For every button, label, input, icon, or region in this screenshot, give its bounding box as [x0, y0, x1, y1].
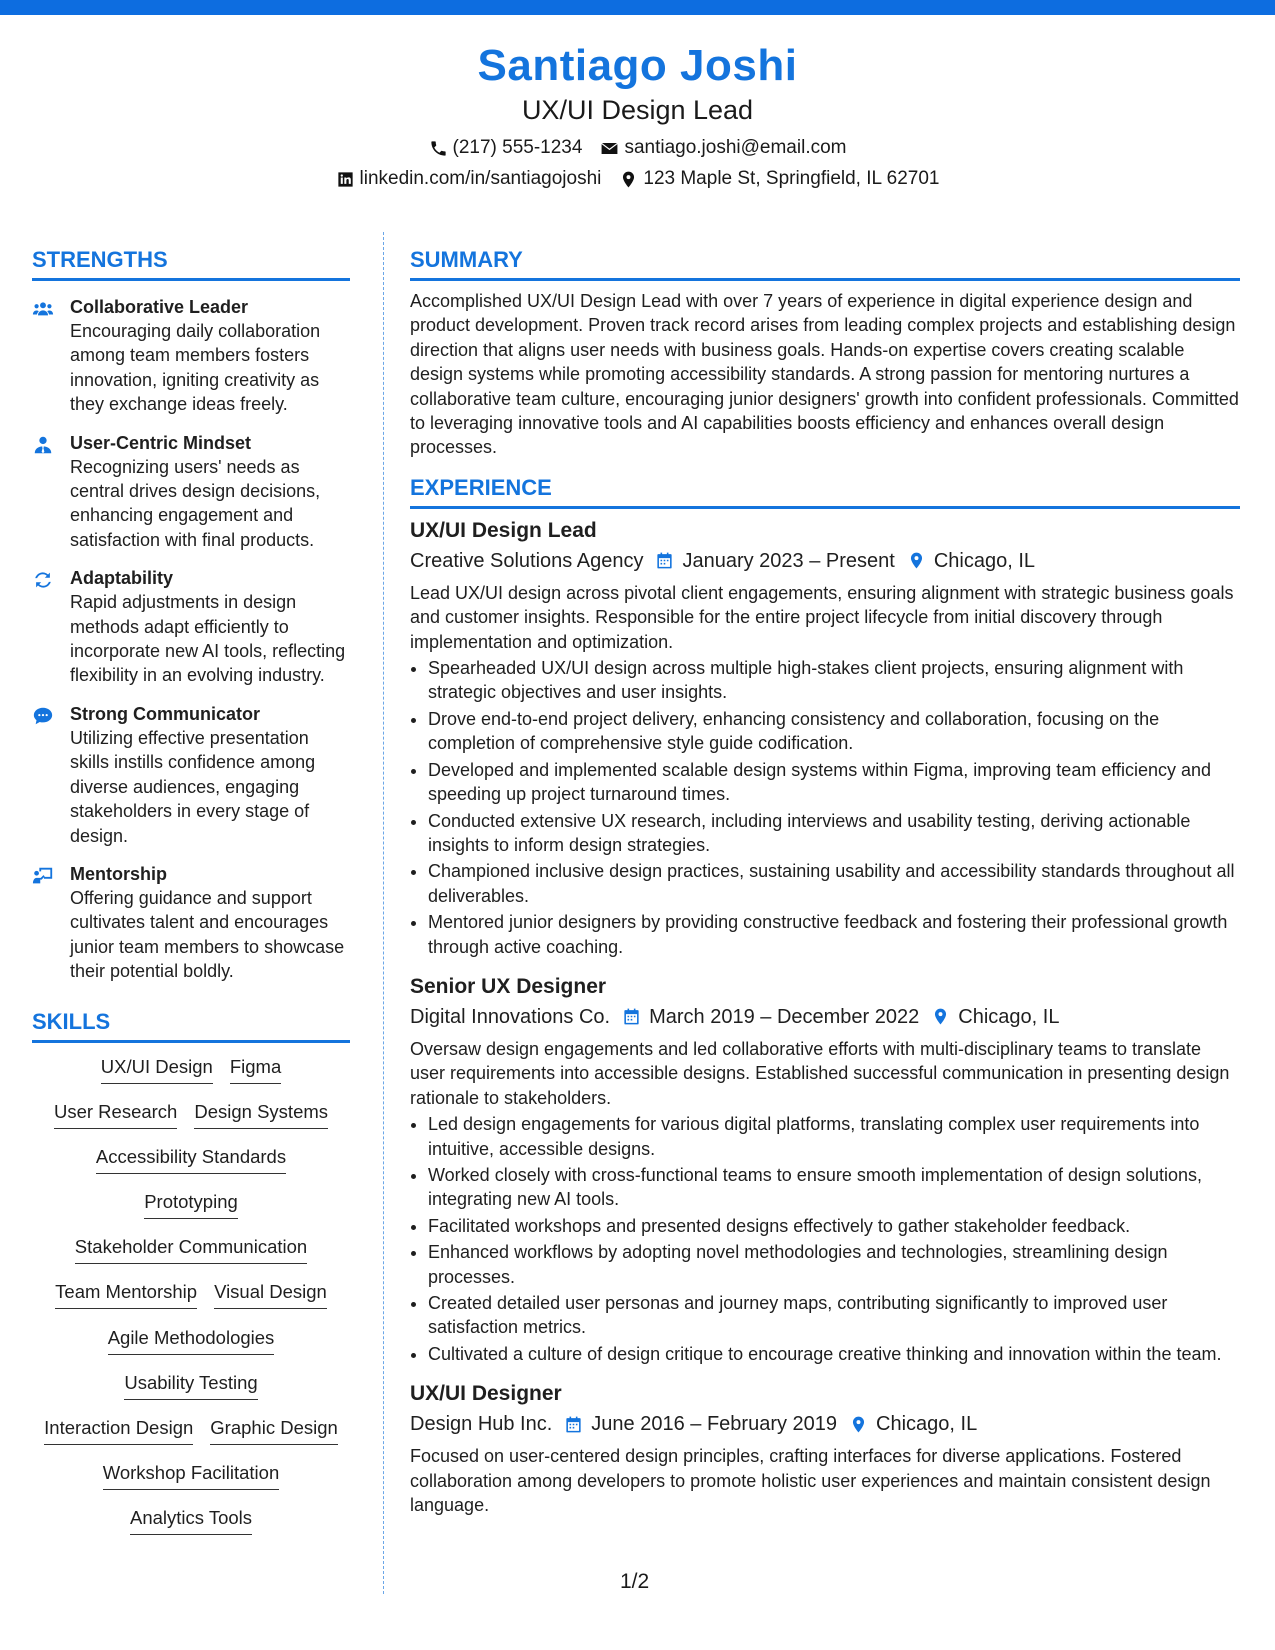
- strength-item: [32, 702, 350, 848]
- calendar-icon: [564, 1415, 583, 1434]
- job-entry: [410, 517, 1240, 959]
- job-bullets: [410, 656, 1240, 959]
- job-location: Chicago, IL: [958, 1005, 1060, 1028]
- right-column: [410, 246, 1240, 1517]
- strength-desc: Rapid adjustments in design methods adapt efficiently to incorporate new AI tools, reflecting flexibility in an evolving industry.: [70, 592, 346, 686]
- skill-tag: Analytics Tools: [130, 1506, 252, 1535]
- job-location: Chicago, IL: [933, 549, 1036, 572]
- envelope-icon: [600, 139, 619, 158]
- skill-tag: Stakeholder Communication: [75, 1235, 307, 1264]
- skills-heading: SKILLS: [32, 1008, 350, 1043]
- strength-desc: Utilizing effective presentation skills instills confidence among diverse audiences, engaging stakeholders in every stage of design.: [70, 727, 316, 846]
- phone-contact[interactable]: [429, 136, 583, 160]
- skill-tag: Accessibility Standards: [96, 1145, 286, 1174]
- bullet-item: • Developed and implemented scalable design systems within Figma, improving team efficiency and speeding up project turnaround times.: [428, 758, 1240, 807]
- skill-row: [32, 1506, 350, 1551]
- experience-heading: EXPERIENCE: [410, 474, 1240, 509]
- strength-item: [32, 862, 350, 984]
- map-pin-icon: [619, 170, 638, 189]
- skill-tag: Workshop Facilitation: [103, 1461, 280, 1490]
- linkedin-contact[interactable]: [336, 167, 602, 191]
- job-meta: [410, 1410, 1240, 1438]
- strength-title: User-Centric Mindset: [70, 432, 252, 453]
- skill-tag: Graphic Design: [210, 1416, 338, 1445]
- skill-row: [32, 1235, 350, 1280]
- strength-desc: Recognizing users' needs as central drives design decisions, enhancing engagement and satisfaction with final products.: [70, 456, 321, 550]
- address-contact: [619, 167, 939, 191]
- skill-row: [32, 1416, 350, 1461]
- skill-tag: Design Systems: [194, 1100, 328, 1129]
- candidate-title: UX/UI Design Lead: [521, 95, 754, 125]
- summary-text: Accomplished UX/UI Design Lead with over 7 years of experience in digital experience design and product development. Proven track record arises from leading complex projects and establishing design direction that aligns user needs with business goals. Hands-on expertise covers creating scalable design systems while promoting accessibility standards. A strong passion for mentoring nurtures a collaborative team culture, encouraging junior designers' growth into confident professionals. Committed to leveraging innovative tools and AI capabilities boosts efficiency and enhances overall design processes.: [410, 291, 1239, 458]
- skill-tag: Visual Design: [214, 1280, 327, 1309]
- skill-row: [32, 1280, 350, 1325]
- skill-tag: Figma: [230, 1055, 281, 1084]
- map-pin-icon: [907, 551, 926, 570]
- job-entry: [410, 1380, 1240, 1517]
- bullet-item: • Worked closely with cross-functional teams to ensure smooth implementation of design solutions, integrating new AI tools.: [428, 1163, 1240, 1212]
- company-name: Digital Innovations Co.: [410, 1005, 611, 1028]
- contact-row-1: [0, 136, 1275, 160]
- bullet-item: • Facilitated workshops and presented designs effectively to gather stakeholder feedback.: [428, 1214, 1240, 1238]
- calendar-icon: [655, 551, 674, 570]
- job-meta: [410, 547, 1240, 575]
- email-contact[interactable]: [600, 136, 846, 160]
- strength-desc: Encouraging daily collaboration among team members fosters innovation, igniting creativity as they exchange ideas freely.: [70, 321, 321, 415]
- top-accent-bar: [0, 0, 1275, 15]
- skill-tag: Usability Testing: [124, 1371, 257, 1400]
- teacher-icon: [32, 865, 54, 887]
- strength-desc: Offering guidance and support cultivates talent and encourages junior team members to showcase their potential boldly.: [70, 887, 345, 982]
- linkedin-icon: [336, 170, 355, 189]
- company-name: Design Hub Inc.: [410, 1413, 553, 1436]
- map-pin-icon: [931, 1007, 950, 1026]
- bullet-item: • Drove end-to-end project delivery, enhancing consistency and collaboration, focusing on the completion of comprehensive style guide codification.: [428, 707, 1240, 756]
- job-entry: [410, 973, 1240, 1366]
- strength-item: [32, 431, 350, 553]
- skills-list: [32, 1055, 350, 1552]
- resume-header: [0, 40, 1275, 191]
- strength-title: Adaptability: [70, 568, 174, 589]
- job-dates: June 2016 – February 2019: [591, 1413, 838, 1436]
- bullet-item: • Mentored junior designers by providing constructive feedback and fostering their professional growth through active coaching.: [428, 910, 1240, 959]
- bullet-item: • Spearheaded UX/UI design across multiple high-stakes client projects, ensuring alignment with strategic objectives and user insights.: [428, 656, 1240, 705]
- job-dates: January 2023 – Present: [682, 549, 895, 572]
- contact-row-2: [0, 167, 1275, 191]
- candidate-name: Santiago Joshi: [477, 41, 798, 90]
- phone-text: (217) 555-1234: [452, 137, 583, 158]
- user-tie-icon: [32, 434, 54, 456]
- bullet-item: • Led design engagements for various digital platforms, translating complex user requirements into intuitive, accessible designs.: [428, 1112, 1240, 1161]
- bullet-item: • Created detailed user personas and journey maps, contributing significantly to improved user satisfaction metrics.: [428, 1291, 1240, 1340]
- refresh-icon: [32, 569, 54, 591]
- skill-row: [32, 1100, 350, 1145]
- job-description: Lead UX/UI design across pivotal client engagements, ensuring alignment with strategic business goals and customer insights. Responsible for the entire project lifecycle from initial discovery through implementation and optimization.: [410, 582, 1234, 652]
- job-location: Chicago, IL: [876, 1413, 978, 1436]
- bullet-item: • Cultivated a culture of design critique to encourage creative thinking and innovation within the team.: [428, 1342, 1240, 1366]
- strengths-heading: STRENGTHS: [32, 246, 350, 281]
- skill-row: [32, 1145, 350, 1190]
- skill-row: [32, 1371, 350, 1416]
- skill-tag: Interaction Design: [44, 1416, 193, 1445]
- map-pin-icon: [849, 1415, 868, 1434]
- bullet-item: • Conducted extensive UX research, including interviews and usability testing, deriving actionable insights to inform design strategies.: [428, 809, 1240, 858]
- summary-heading: SUMMARY: [410, 246, 1240, 281]
- address-text: 123 Maple St, Springfield, IL 62701: [643, 168, 940, 189]
- job-description: Oversaw design engagements and led collaborative efforts with multi-disciplinary teams to translate user requirements into accessible designs. Established successful communication in presenting design rationale to stakeholders.: [410, 1038, 1230, 1108]
- skill-row: [32, 1461, 350, 1506]
- job-dates: March 2019 – December 2022: [649, 1005, 920, 1028]
- column-divider: [383, 232, 384, 1594]
- left-column: [32, 246, 350, 1552]
- calendar-icon: [622, 1007, 641, 1026]
- job-description: Focused on user-centered design principles, crafting interfaces for diverse applications. Fostered collaboration among developers to promote holistic user experiences and maintain consistent design language.: [410, 1446, 1211, 1516]
- linkedin-text: linkedin.com/in/santiagojoshi: [359, 168, 602, 189]
- skill-tag: UX/UI Design: [101, 1055, 213, 1084]
- strength-title: Mentorship: [70, 863, 167, 884]
- users-icon: [32, 298, 54, 320]
- comment-icon: [32, 705, 54, 727]
- job-title: UX/UI Designer: [410, 1382, 562, 1406]
- skill-row: [32, 1190, 350, 1235]
- job-meta: [410, 1003, 1240, 1031]
- strength-item: [32, 566, 350, 688]
- strength-title: Collaborative Leader: [70, 297, 249, 317]
- bullet-item: • Enhanced workflows by adopting novel methodologies and technologies, streamlining design processes.: [428, 1240, 1240, 1289]
- email-text: santiago.joshi@email.com: [624, 137, 847, 158]
- skill-row: [32, 1055, 350, 1100]
- page-number: 1/2: [620, 1570, 650, 1593]
- skill-tag: Agile Methodologies: [108, 1326, 275, 1355]
- skill-row: [32, 1326, 350, 1371]
- skill-tag: User Research: [54, 1100, 177, 1129]
- company-name: Creative Solutions Agency: [410, 549, 644, 572]
- job-title: UX/UI Design Lead: [410, 518, 597, 542]
- phone-icon: [429, 139, 448, 158]
- job-bullets: [410, 1112, 1240, 1366]
- bullet-item: • Championed inclusive design practices, sustaining usability and accessibility standards throughout all deliverables.: [428, 859, 1240, 908]
- skill-tag: Prototyping: [144, 1190, 238, 1219]
- strength-title: Strong Communicator: [70, 703, 261, 724]
- strength-item: [32, 295, 350, 417]
- job-title: Senior UX Designer: [410, 974, 607, 998]
- skill-tag: Team Mentorship: [55, 1280, 197, 1309]
